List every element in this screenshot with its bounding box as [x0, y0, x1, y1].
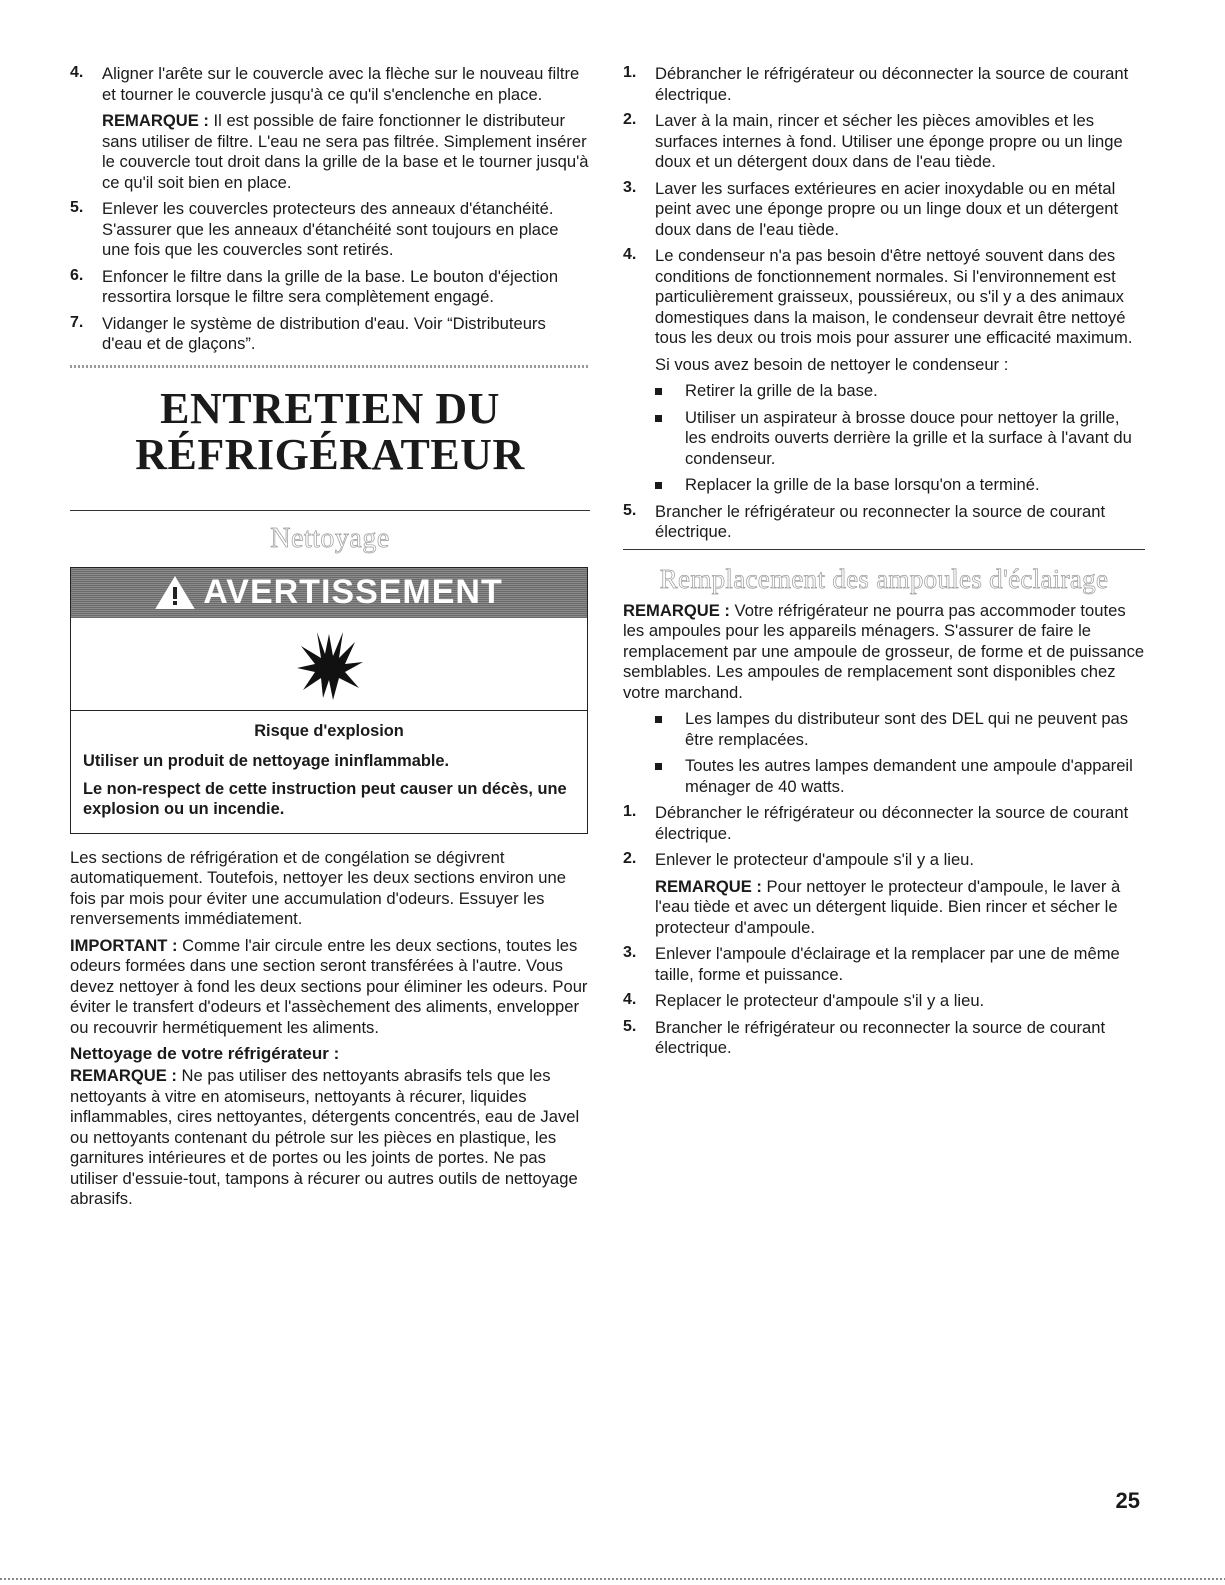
step-text: Vidanger le système de distribution d'eau. Voir “Distributeurs d'eau et de glaçons”. [102, 313, 546, 353]
step-text: Brancher le réfrigérateur ou reconnecter la source de courant électrique. [655, 501, 1106, 541]
list-item [623, 803, 1145, 844]
step-text: Enlever l'ampoule d'éclairage et la remplacer par une de même taille, forme et puissance. [655, 944, 1120, 984]
step-text: Laver les surfaces extérieures en acier inoxydable ou en métal peint avec une éponge propre ou un linge doux et un détergent doux dans de l'eau tiède. [655, 178, 1119, 239]
warning-box [70, 567, 588, 834]
warning-symbol-area [71, 618, 587, 711]
note-label: REMARQUE : [70, 1066, 177, 1085]
page-number: 25 [1115, 1488, 1140, 1513]
list-item [623, 246, 1145, 375]
step-number: 6. [70, 266, 84, 284]
bullet-icon [655, 716, 662, 723]
list-item [623, 1018, 1145, 1059]
note-label: REMARQUE : [655, 876, 762, 896]
step-text: Replacer le protecteur d'ampoule s'il y a lieu. [655, 991, 985, 1010]
step-text: Enlever les couvercles protecteurs des anneaux d'étanchéité. S'assurer que les anneaux d'étanchéité sont toujours en place une fois que les couvercles sont retirés. [102, 199, 559, 259]
step-number: 5. [623, 501, 637, 519]
important-text: Comme l'air circule entre les deux sections, toutes les odeurs formées dans une section seront transférées à l'autre. Vous devez nettoyer à fond les deux sections pour éliminer les odeurs. Pour éviter le transfert d'odeurs et l'assèchement des aliments, envelopper ou recouvrir hermétiquement les aliments. [70, 935, 588, 1037]
bulb-note [623, 601, 1145, 704]
warning-body [71, 711, 587, 833]
note-text: Ne pas utiliser des nettoyants abrasifs tels que les nettoyants à vitre en atomiseurs, nettoyants à récurer, liquides inflammables, cires nettoyantes, détergents concentrés, eau de Javel ou nettoyants contenant du pétrole sur les pièces en plastique, les garnitures intérieures et de portes ou les joints de portes. Ne pas utiliser d'essuie-tout, tampons à récurer ou autres outils de nettoyage abrasifs. [70, 1066, 580, 1208]
bullet-icon [655, 388, 662, 395]
left-column [70, 64, 590, 1210]
section-divider [70, 510, 590, 511]
step-number: 3. [623, 944, 637, 961]
warning-instruction: Utiliser un produit de nettoyage ininflammable. [83, 751, 450, 770]
note-label: REMARQUE : [102, 111, 209, 130]
paragraph: Les sections de réfrigération et de congélation se dégivrent automatiquement. Toutefois, nettoyer les deux sections environ une fois par mois pour éviter une accumulation d'odeurs. Essuyer les renversements immédiatement. [70, 847, 566, 928]
step-number: 7. [70, 313, 84, 331]
step-number: 4. [623, 991, 637, 1008]
step-text: Le condenseur n'a pas besoin d'être nettoyé souvent dans des conditions de fonctionnement normales. Si l'environnement est particulièrement graisseux, poussiéreux, ou s'il y a des animaux domestiques dans la maison, le condenseur devrait être nettoyé tous les deux ou trois mois pour assurer une efficacité maximum. [655, 246, 1133, 347]
step-note [655, 877, 1145, 939]
bullet-icon [655, 763, 662, 770]
dotted-divider [70, 365, 590, 368]
step-text: Laver à la main, rincer et sécher les pièces amovibles et les surfaces internes à fond. Utiliser une éponge propre ou un linge doux et un détergent doux dans de l'eau tiède. [655, 111, 1123, 171]
step-text: Enfoncer le filtre dans la grille de la base. Le bouton d'éjection ressortira lorsque le filtre sera complètement engagé. [102, 266, 559, 306]
important-label: IMPORTANT : [70, 935, 178, 955]
warning-hazard: Risque d'explosion [254, 721, 404, 740]
note-label: REMARQUE : [623, 600, 730, 620]
bullet-item [623, 381, 1145, 402]
list-item [623, 502, 1145, 543]
step-text: Brancher le réfrigérateur ou reconnecter la source de courant électrique. [655, 1017, 1106, 1057]
list-item [70, 199, 590, 261]
step-text: Débrancher le réfrigérateur ou déconnecter la source de courant électrique. [655, 803, 1129, 843]
bullet-item [623, 756, 1145, 797]
step-text: Débrancher le réfrigérateur ou déconnecter la source de courant électrique. [655, 64, 1129, 104]
important-paragraph [70, 936, 590, 1039]
right-column [623, 64, 1145, 1065]
list-item [623, 850, 1145, 938]
bullet-text: Utiliser un aspirateur à brosse douce pour nettoyer la grille, les endroits ouverts derrière la grille et la surface à l'avant du condenseur. [685, 407, 1132, 468]
bullet-item [623, 709, 1145, 750]
note-text: Pour nettoyer le protecteur d'ampoule, le laver à l'eau tiède et avec un détergent liquide. Bien rincer et sécher le protecteur d'ampoule. [655, 876, 1121, 937]
bullet-item [623, 408, 1145, 470]
step-note [102, 111, 590, 193]
step-number: 2. [623, 850, 637, 867]
cleaning-heading: Nettoyage de votre réfrigérateur : [70, 1044, 340, 1063]
step-number: 1. [623, 64, 637, 81]
step-subtext: Si vous avez besoin de nettoyer le condenseur : [655, 354, 1009, 374]
section-heading-ampoules: Remplacement des ampoules d'éclairage [659, 563, 1109, 594]
section-heading-nettoyage: Nettoyage [270, 522, 390, 554]
step-number: 3. [623, 178, 637, 196]
bullet-icon [655, 415, 662, 422]
list-item [70, 314, 590, 355]
bullet-text: Retirer la grille de la base. [685, 381, 878, 400]
list-item [70, 64, 590, 193]
warning-triangle-icon [155, 576, 195, 610]
step-number: 4. [70, 64, 84, 81]
step-number: 1. [623, 803, 637, 820]
bullet-text: Replacer la grille de la base lorsqu'on a terminé. [685, 475, 1040, 494]
bullet-text: Toutes les autres lampes demandent une ampoule d'appareil ménager de 40 watts. [685, 756, 1133, 796]
list-item [70, 267, 590, 308]
list-item [623, 991, 1145, 1012]
warning-consequence: Le non-respect de cette instruction peut causer un décès, une explosion ou un incendie. [83, 779, 567, 818]
step-text: Enlever le protecteur d'ampoule s'il y a lieu. [655, 850, 975, 869]
note-text: Il est possible de faire fonctionner le distributeur sans utiliser de filtre. L'eau ne sera pas filtrée. Simplement insérer le couvercle tout droit dans la grille de la base et le tourner jusqu'à ce qu'il soit bien en place. [102, 111, 589, 192]
title-line-1: ENTRETIEN DU [160, 383, 500, 433]
explosion-icon [289, 624, 369, 704]
step-text: Aligner l'arête sur le couvercle avec la flèche sur le nouveau filtre et tourner le couvercle jusqu'à ce qu'il s'enclenche en place. [102, 64, 580, 104]
bullet-text: Les lampes du distributeur sont des DEL qui ne peuvent pas être remplacées. [685, 709, 1129, 749]
step-number: 2. [623, 111, 637, 128]
bottom-dotted-line [0, 1578, 1225, 1580]
section-divider [623, 549, 1145, 550]
list-item [623, 111, 1145, 173]
step-number: 5. [70, 199, 84, 216]
warning-title: AVERTISSEMENT [203, 573, 503, 611]
page-title [70, 383, 590, 479]
step-number: 5. [623, 1017, 637, 1035]
list-item [623, 64, 1145, 105]
cleaning-note [70, 1066, 590, 1210]
list-item [623, 179, 1145, 241]
bullet-icon [655, 482, 662, 489]
step-number: 4. [623, 246, 637, 263]
list-item [623, 944, 1145, 985]
title-line-2: RÉFRIGÉRATEUR [135, 429, 525, 479]
warning-header [71, 568, 587, 618]
bullet-item [623, 475, 1145, 496]
note-text: Votre réfrigérateur ne pourra pas accommoder toutes les ampoules pour les appareils ménagers. S'assurer de faire le remplacement par une ampoule de grosseur, de forme et de puissance semblables. Les ampoules de remplacement sont disponibles chez votre marchand. [623, 600, 1145, 702]
